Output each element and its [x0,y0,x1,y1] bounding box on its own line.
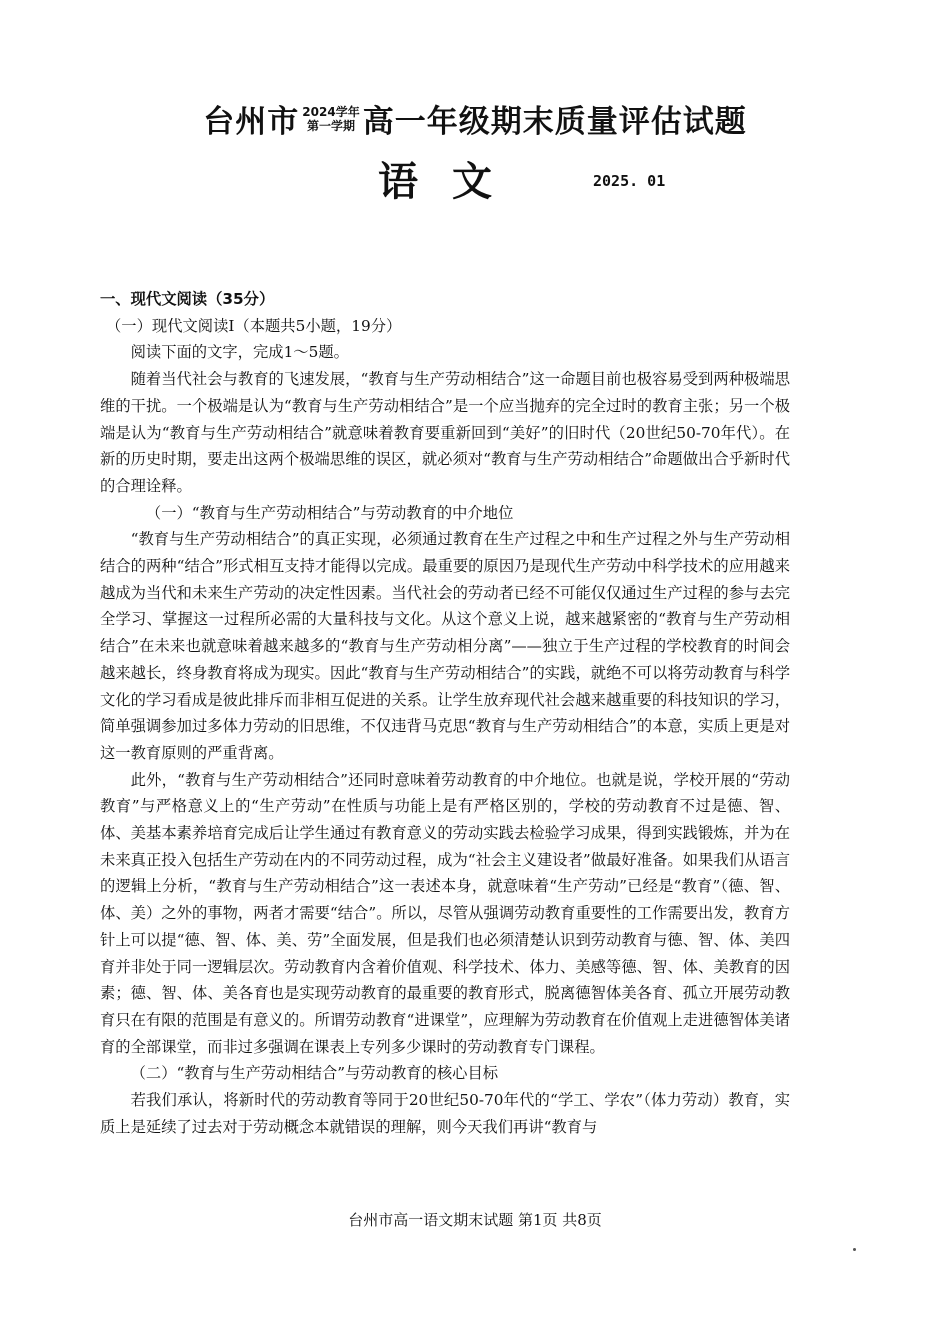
part2-title: （二）“教育与生产劳动相结合”与劳动教育的核心目标 [130,1064,499,1083]
section-subheading: （一）现代文阅读Ⅰ（本题共5小题，19分） [106,316,402,335]
exam-date: 2025. 01 [593,172,666,190]
title-exam-name: 高一年级期末质量评估试题 [362,104,747,140]
paragraph-3: 若我们承认，将新时代的劳动教育等同于20世纪50-70年代的“学工、学农”（体力劳动）教育，实质上是延续了过去对于劳动概念本就错误的理解，则今天我们再讲“教育与 [100,1091,790,1136]
paragraph-intro: 随着当代社会与教育的飞速发展，“教育与生产劳动相结合”这一命题目前也极容易受到两种极端思维的干扰。一个极端是认为“教育与生产劳动相结合”是一个应当抛弃的完全过时的教育主张；另一个极端是认为“教育与生产劳动相结合”就意味着教育要重新回到“美好”的旧时代（20世纪50-70年代）。在新的历史时期，要走出这两个极端思维的误区，就必须对“教育与生产劳动相结合”命题做出合乎新时代的合理诠释。 [100,370,790,495]
subject-row [0,150,950,205]
title-term [302,105,359,133]
title-city: 台州市 [203,104,300,140]
page-footer: 台州市高一语文期末试题 第1页 共8页 [348,1211,602,1229]
paragraph-2: 此外，“教育与生产劳动相结合”还同时意味着劳动教育的中介地位。也就是说，学校开展的“劳动教育”与严格意义上的“生产劳动”在性质与功能上是有严格区别的，学校的劳动教育不过是德、智、体、美基本素养培育完成后让学生通过有教育意义的劳动实践去检验学习成果，得到实践锻炼，并为在未来真正投入包括生产劳动在内的不同劳动过程，成为“社会主义建设者”做最好准备。如果我们从语言的逻辑上分析，“教育与生产劳动相结合”这一表述本身，就意味着“生产劳动”已经是“教育”（德、智、体、美）之外的事物，两者才需要“结合”。所以，尽管从强调劳动教育重要性的工作需要出发，教育方针上可以提“德、智、体、美、劳”全面发展，但是我们也必须清楚认识到劳动教育与德、智、体、美四育并非处于同一逻辑层次。劳动教育内含着价值观、科学技术、体力、美感等德、智、体、美教育的因素；德、智、体、美各育也是实现劳动教育的最重要的教育形式，脱离德智体美各育、孤立开展劳动教育只在有限的范围是有意义的。所谓劳动教育“进课堂”，应理解为劳动教育在价值观上走进德智体美诸育的全部课堂，而非过多强调在课表上专列多少课时的劳动教育专门课程。 [100,770,790,1056]
section-heading: 一、现代文阅读（35分） [100,290,275,308]
subject-title: 语文 [378,159,526,205]
exam-title [0,96,950,141]
title-semester: 第一学期 [306,118,355,133]
title-year: 2024学年 [302,104,360,119]
article-body [100,286,790,1141]
part1-title: （一）“教育与生产劳动相结合”与劳动教育的中介地位 [145,503,514,522]
instruction: 阅读下面的文字，完成1～5题。 [130,343,349,362]
scan-speck [853,1248,856,1251]
paragraph-1: “教育与生产劳动相结合”的真正实现，必须通过教育在生产过程之中和生产过程之外与生产劳动相结合的两种“结合”形式相互支持才能得以完成。最重要的原因乃是现代生产劳动中科学技术的应用越来越成为当代和未来生产劳动的决定性因素。当代社会的劳动者已经不可能仅仅通过生产过程的参与去完全学习、掌握这一过程所必需的大量科技与文化。从这个意义上说，越来越紧密的“教育与生产劳动相结合”在未来也就意味着越来越多的“教育与生产劳动相分离”——独立于生产过程的学校教育的时间会越来越长，终身教育将成为现实。因此“教育与生产劳动相结合”的实践，就绝不可以将劳动教育与科学文化的学习看成是彼此排斥而非相互促进的关系。让学生放弃现代社会越来越重要的科技知识的学习，简单强调参加过多体力劳动的旧思维，不仅违背马克思“教育与生产劳动相结合”的本意，实质上更是对这一教育原则的严重背离。 [100,530,790,762]
